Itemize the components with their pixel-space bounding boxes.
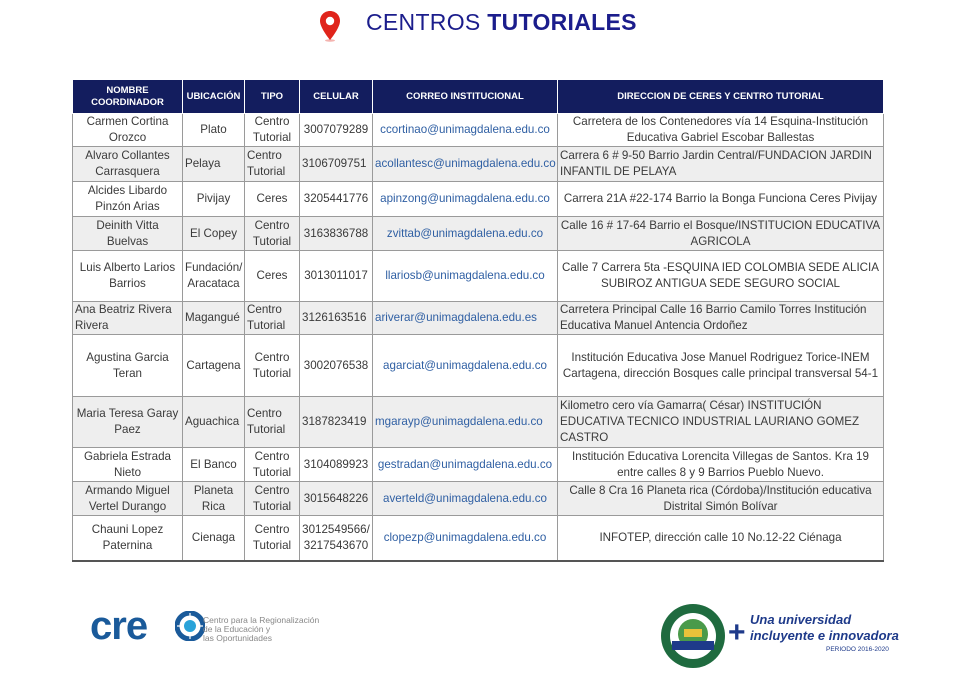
centros-table	[72, 79, 884, 562]
location-pin-icon	[319, 10, 341, 42]
cell-nombre: Alvaro Collantes Carrasquera	[73, 147, 183, 182]
cell-ubicacion: Cienaga	[183, 516, 245, 561]
col-header-tipo: TIPO	[245, 80, 300, 114]
cell-tipo: Centro Tutorial	[245, 482, 300, 516]
cell-ubicacion: Planeta Rica	[183, 482, 245, 516]
cell-tipo: Centro Tutorial	[245, 516, 300, 561]
col-header-direccion: DIRECCION DE CERES Y CENTRO TUTORIAL	[558, 80, 884, 114]
cell-nombre: Carmen Cortina Orozco	[73, 114, 183, 147]
universidad-slogan	[728, 612, 928, 662]
table-row	[73, 482, 884, 516]
cell-celular: 3012549566/ 3217543670	[300, 516, 373, 561]
cell-direccion: Carretera de los Contenedores vía 14 Esquina-Institución Educativa Gabriel Escobar Ballestas	[558, 114, 884, 147]
cell-direccion: Calle 7 Carrera 5ta -ESQUINA IED COLOMBIA SEDE ALICIA SUBIROZ ANTIGUA SEDE SEGURO SOCIAL	[558, 251, 884, 302]
table-row	[73, 302, 884, 335]
cere-logo-wordmark: cre	[90, 604, 148, 648]
cell-tipo: Centro Tutorial	[245, 217, 300, 251]
cell-direccion: Carretera Principal Calle 16 Barrio Camilo Torres Institución Educativa Manuel Antencia Ordoñez	[558, 302, 884, 335]
acreditacion-seal-icon	[660, 603, 726, 669]
table-row	[73, 516, 884, 561]
slogan-line-1: Una universidad	[750, 612, 852, 627]
table-row	[73, 114, 884, 147]
cell-direccion: Calle 8 Cra 16 Planeta rica (Córdoba)/Institución educativa Distrital Simón Bolívar	[558, 482, 884, 516]
cell-nombre: Ana Beatriz Rivera Rivera	[73, 302, 183, 335]
cell-ubicacion: El Copey	[183, 217, 245, 251]
cell-correo-link[interactable]: zvittab@unimagdalena.edu.co	[373, 217, 558, 251]
cell-celular: 3126163516	[300, 302, 373, 335]
cell-celular: 3104089923	[300, 448, 373, 482]
cell-ubicacion: Plato	[183, 114, 245, 147]
cell-tipo: Ceres	[245, 251, 300, 302]
cell-nombre: Alcides Libardo Pinzón Arias	[73, 182, 183, 217]
cell-direccion: Institución Educativa Jose Manuel Rodriguez Torice-INEM Cartagena, dirección Bosques calle principal transversal 54-1	[558, 335, 884, 397]
cell-correo-link[interactable]: llariosb@unimagdalena.edu.co	[373, 251, 558, 302]
cell-tipo: Centro Tutorial	[245, 397, 300, 448]
cell-celular: 3205441776	[300, 182, 373, 217]
cell-tipo: Ceres	[245, 182, 300, 217]
cell-ubicacion: Aguachica	[183, 397, 245, 448]
cell-ubicacion: Magangué	[183, 302, 245, 335]
cell-correo-link[interactable]: gestradan@unimagdalena.edu.co	[373, 448, 558, 482]
table-row	[73, 448, 884, 482]
cell-correo-link[interactable]: acollantesc@unimagdalena.edu.co	[373, 147, 558, 182]
cell-correo-link[interactable]: ccortinao@unimagdalena.edu.co	[373, 114, 558, 147]
cell-direccion: Carrera 6 # 9-50 Barrio Jardin Central/FUNDACION JARDIN INFANTIL DE PELAYA	[558, 147, 884, 182]
cell-correo-link[interactable]: averteld@unimagdalena.edu.co	[373, 482, 558, 516]
cell-celular: 3106709751	[300, 147, 373, 182]
cell-tipo: Centro Tutorial	[245, 448, 300, 482]
col-header-correo: CORREO INSTITUCIONAL	[373, 80, 558, 114]
cell-direccion: Calle 16 # 17-64 Barrio el Bosque/INSTITUCION EDUCATIVA AGRICOLA	[558, 217, 884, 251]
table-row	[73, 251, 884, 302]
table-row	[73, 182, 884, 217]
cell-nombre: Luis Alberto Larios Barrios	[73, 251, 183, 302]
cell-nombre: Chauni Lopez Paternina	[73, 516, 183, 561]
col-header-celular: CELULAR	[300, 80, 373, 114]
cell-direccion: Kilometro cero vía Gamarra( César) INSTITUCIÓN EDUCATIVA TECNICO INDUSTRIAL LAURIANO GOMEZ CASTRO	[558, 397, 884, 448]
cell-celular: 3013011017	[300, 251, 373, 302]
page-header	[0, 6, 974, 40]
cell-nombre: Gabriela Estrada Nieto	[73, 448, 183, 482]
cell-nombre: Deinith Vitta Buelvas	[73, 217, 183, 251]
col-header-nombre: NOMBRE COORDINADOR	[73, 80, 183, 114]
cell-celular: 3187823419	[300, 397, 373, 448]
cell-direccion: Institución Educativa Lorencita Villegas de Santos. Kra 19 entre calles 8 y 9 Barrios Pueblo Nuevo.	[558, 448, 884, 482]
cere-logo	[90, 604, 340, 648]
table-row	[73, 397, 884, 448]
table-row	[73, 147, 884, 182]
slogan-period: PERIODO 2016-2020	[826, 646, 889, 653]
cere-circle-icon	[175, 611, 205, 641]
cell-nombre: Armando Miguel Vertel Durango	[73, 482, 183, 516]
cell-nombre: Agustina Garcia Teran	[73, 335, 183, 397]
cell-ubicacion: Pivijay	[183, 182, 245, 217]
cere-subtitle: Centro para la Regionalización de la Educación y las Oportunidades	[203, 615, 320, 643]
page-title: CENTROS TUTORIALES	[366, 9, 637, 35]
cell-tipo: Centro Tutorial	[245, 302, 300, 335]
cell-direccion: Carrera 21A #22-174 Barrio la Bonga Funciona Ceres Pivijay	[558, 182, 884, 217]
plus-icon: +	[728, 616, 746, 649]
cell-correo-link[interactable]: ariverar@unimagdalena.edu.es	[373, 302, 558, 335]
cell-tipo: Centro Tutorial	[245, 147, 300, 182]
cell-celular: 3007079289	[300, 114, 373, 147]
cell-celular: 3015648226	[300, 482, 373, 516]
cell-correo-link[interactable]: mgarayp@unimagdalena.edu.co	[373, 397, 558, 448]
table-row	[73, 335, 884, 397]
cell-correo-link[interactable]: clopezp@unimagdalena.edu.co	[373, 516, 558, 561]
cell-tipo: Centro Tutorial	[245, 114, 300, 147]
cell-celular: 3002076538	[300, 335, 373, 397]
cell-ubicacion: Fundación/ Aracataca	[183, 251, 245, 302]
col-header-ubicacion: UBICACIÓN	[183, 80, 245, 114]
cell-ubicacion: Pelaya	[183, 147, 245, 182]
cell-nombre: Maria Teresa Garay Paez	[73, 397, 183, 448]
cell-correo-link[interactable]: agarciat@unimagdalena.edu.co	[373, 335, 558, 397]
cell-tipo: Centro Tutorial	[245, 335, 300, 397]
cell-ubicacion: Cartagena	[183, 335, 245, 397]
slogan-line-2: incluyente e innovadora	[750, 628, 899, 643]
table-header-row	[73, 80, 884, 114]
cell-correo-link[interactable]: apinzong@unimagdalena.edu.co	[373, 182, 558, 217]
cell-celular: 3163836788	[300, 217, 373, 251]
cell-ubicacion: El Banco	[183, 448, 245, 482]
table-row	[73, 217, 884, 251]
cell-direccion: INFOTEP, dirección calle 10 No.12-22 Ciénaga	[558, 516, 884, 561]
